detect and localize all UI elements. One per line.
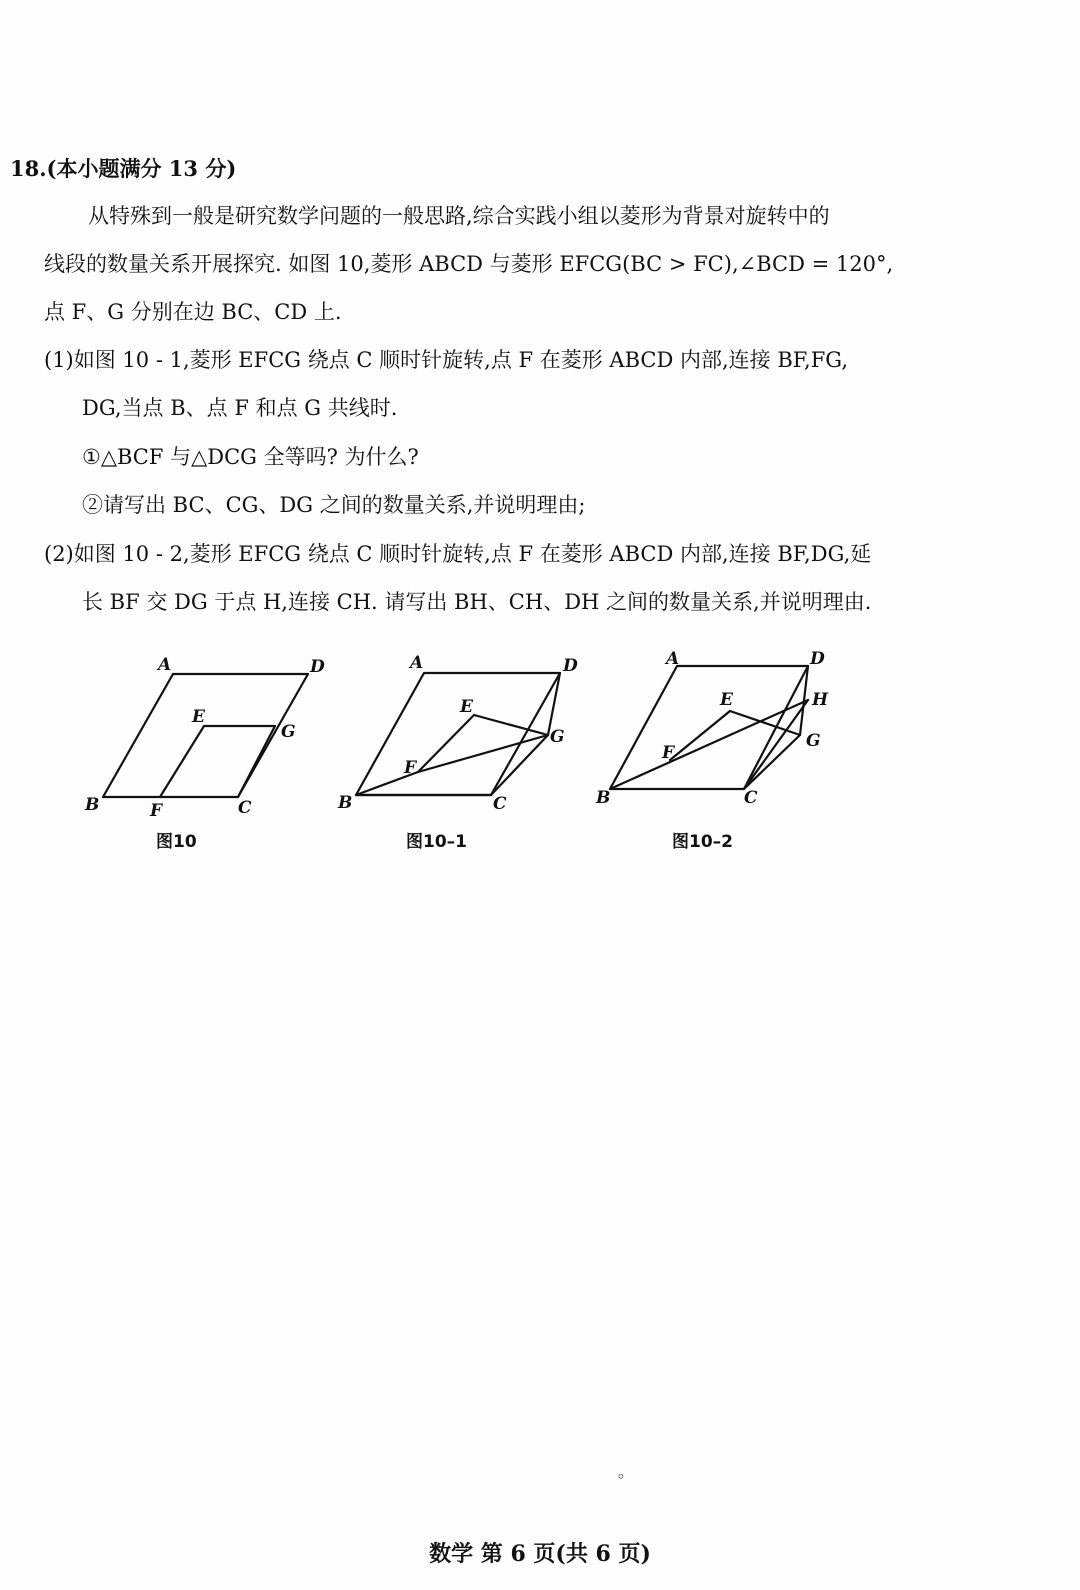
fig10-label-g: G [281,722,296,742]
fig101-label-b: B [338,793,353,813]
page-footer: 数学 第 6 页(共 6 页) [429,1541,651,1567]
figure-10-2-caption: 图10–2 [672,832,733,852]
fig102-label-h: H [812,690,829,710]
fig101-label-c: C [493,794,507,814]
intro-line-2: 线段的数量关系开展探究. 如图 10,菱形 ABCD 与菱形 EFCG(BC > FC),∠BCD = 120°, [44,252,894,276]
figure-10-caption: 图10 [156,832,197,852]
fig101-label-g: G [550,727,565,747]
figure-10-1-drawing [337,653,578,814]
fig102-rhombus-efcg [670,711,800,789]
fig101-label-e: E [460,697,473,717]
fig10-label-b: B [85,795,100,815]
fig101-label-a: A [410,653,424,673]
fig10-rhombus-abcd [103,674,308,797]
part2-line-1: (2)如图 10 - 2,菱形 EFCG 绕点 C 顺时针旋转,点 F 在菱形 ABCD 内部,连接 BF,DG,延 [44,542,872,566]
part1-line-2: DG,当点 B、点 F 和点 G 共线时. [82,396,398,420]
fig102-label-g: G [806,731,821,751]
fig10-label-c: C [238,798,252,818]
part2-line-2: 长 BF 交 DG 于点 H,连接 CH. 请写出 BH、CH、DH 之间的数量关系,并说明理由. [82,590,872,614]
fig102-segment-bh [610,700,808,789]
fig102-label-b: B [596,788,611,808]
footer-mark: 。 [618,1462,635,1481]
intro-line-3: 点 F、G 分别在边 BC、CD 上. [44,300,342,324]
fig10-label-e: E [192,707,205,727]
fig102-label-f: F [662,743,675,763]
fig10-label-f: F [150,801,163,821]
fig10-label-d: D [310,657,325,677]
figure-10-drawing [84,655,325,821]
fig101-label-d: D [563,656,578,676]
part1-subquestion-1: ①△BCF 与△DCG 全等吗? 为什么? [82,445,419,469]
part1-line-1: (1)如图 10 - 1,菱形 EFCG 绕点 C 顺时针旋转,点 F 在菱形 ABCD 内部,连接 BF,FG, [44,348,849,372]
fig102-label-a: A [666,649,680,669]
fig101-rhombus-abcd [356,673,560,795]
fig102-label-c: C [744,788,758,808]
question-header: 18.(本小题满分 13 分) [10,156,237,181]
figure-10-2-drawing [595,649,829,808]
fig10-label-a: A [158,655,172,675]
intro-line-1: 从特殊到一般是研究数学问题的一般思路,综合实践小组以菱形为背景对旋转中的 [88,204,830,228]
fig101-label-f: F [404,758,417,778]
fig102-label-e: E [720,690,733,710]
part1-subquestion-2: ②请写出 BC、CG、DG 之间的数量关系,并说明理由; [82,493,586,517]
figure-10-1-caption: 图10–1 [406,832,467,852]
fig102-label-d: D [810,649,825,669]
